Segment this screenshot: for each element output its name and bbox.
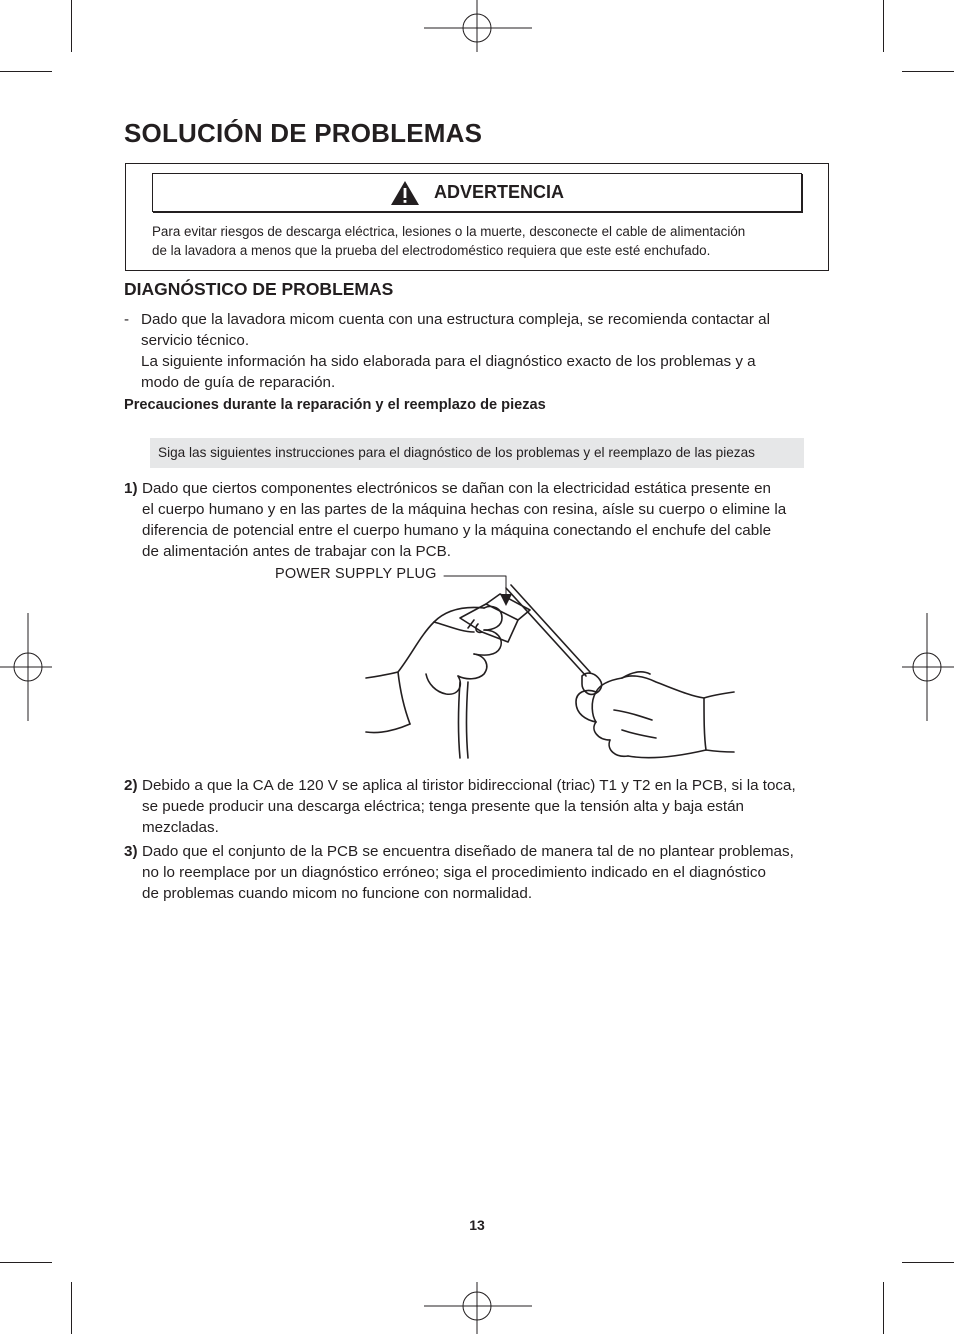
warning-text-line: de la lavadora a menos que la prueba del electrodoméstico requiera que este esté enchufado. [152,243,711,258]
intro-line: servicio técnico. [141,332,250,349]
item-line: no lo reemplace por un diagnóstico erróneo; siga el procedimiento indicado en el diagnóstico [142,864,766,881]
registration-mark-icon [902,613,954,721]
warning-triangle-icon [390,180,420,206]
list-dash: - [124,311,130,328]
item-line: se puede producir una descarga eléctrica; tenga presente que la tensión alta y baja están [142,798,744,815]
page-title: SOLUCIÓN DE PROBLEMAS [124,118,483,148]
warning-header [152,173,802,212]
section-heading: DIAGNÓSTICO DE PROBLEMAS [124,279,394,299]
intro-line: Dado que la lavadora micom cuenta con una estructura compleja, se recomienda contactar al [141,311,770,328]
warning-text-line: Para evitar riesgos de descarga eléctrica, lesiones o la muerte, desconecte el cable de alimentación [152,224,746,239]
item-line: Debido a que la CA de 120 V se aplica al tiristor bidireccional (triac) T1 y T2 en la PCB, si la toca, [142,777,796,794]
registration-mark-icon [424,0,532,52]
item-line: de alimentación antes de trabajar con la PCB. [142,543,451,560]
intro-line: La siguiente información ha sido elaborada para el diagnóstico exacto de los problemas y a [141,353,756,370]
item-line: diferencia de potencial entre el cuerpo humano y la máquina conectando el enchufe del cable [142,522,772,539]
list-item [142,841,832,904]
intro-paragraph [141,309,831,393]
item-number: 3) [124,843,138,860]
item-line: mezcladas. [142,819,219,836]
item-number: 1) [124,480,138,497]
list-item [142,775,832,838]
page-number: 13 [469,1217,485,1233]
warning-heading: ADVERTENCIA [433,182,564,202]
hands-plug-screwdriver-illustration [360,570,740,762]
item-line: de problemas cuando micom no funcione con normalidad. [142,885,533,902]
item-line: el cuerpo humano y en las partes de la máquina hechas con resina, aísle su cuerpo o elimine la [142,501,787,518]
precautions-heading: Precauciones durante la reparación y el reemplazo de piezas [124,397,546,413]
list-item [142,478,832,562]
warning-text [152,222,812,260]
registration-mark-icon [0,613,52,721]
figure-label: POWER SUPPLY PLUG [275,566,437,582]
item-line: Dado que el conjunto de la PCB se encuentra diseñado de manera tal de no plantear problemas, [142,843,794,860]
registration-mark-icon [424,1282,532,1334]
intro-line: modo de guía de reparación. [141,374,336,391]
instructions-box: Siga las siguientes instrucciones para el diagnóstico de los problemas y el reemplazo de las piezas [150,438,804,468]
item-line: Dado que ciertos componentes electrónicos se dañan con la electricidad estática presente en [142,480,771,497]
item-number: 2) [124,777,138,794]
